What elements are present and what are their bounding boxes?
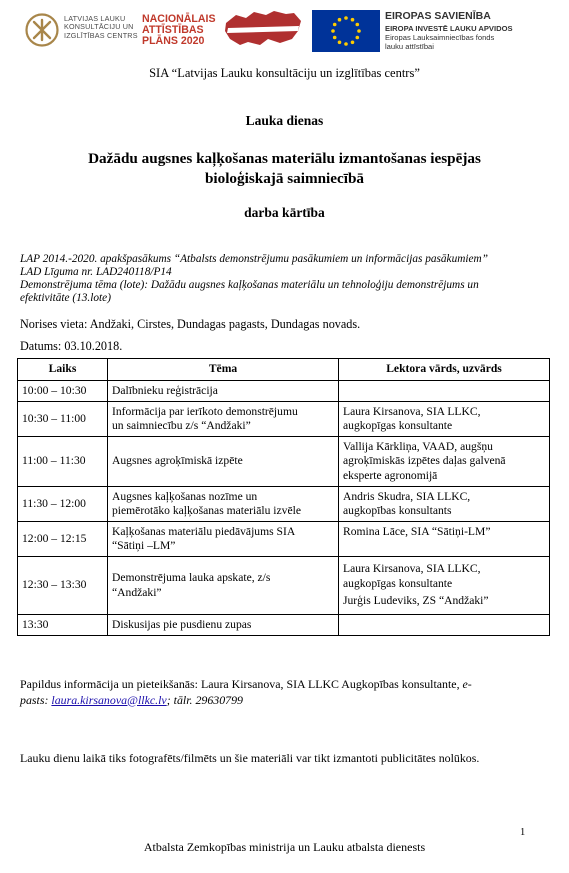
- row-topic: [108, 522, 339, 557]
- topic-line: piemērotāko kaļķošanas materiālu izvēle: [112, 504, 301, 517]
- row-lecturer: [339, 557, 550, 615]
- nap-line-3: PLĀNS 2020: [142, 35, 205, 47]
- agenda-table: [17, 358, 550, 636]
- row-time: 12:30 – 13:30: [18, 557, 108, 615]
- topic-line: Kaļķošanas materiālu piedāvājums SIA: [112, 524, 296, 538]
- venue: Norises vieta: Andžaki, Cirstes, Dundagas pagasts, Dundagas novads.: [20, 317, 361, 331]
- topic-line: Demonstrējuma lauka apskate, z/s: [112, 571, 271, 584]
- eu-title: EIROPAS SAVIENĪBA: [385, 10, 491, 22]
- row-time: 10:00 – 10:30: [18, 381, 108, 402]
- nap-line-2: ATTĪSTĪBAS: [142, 24, 204, 36]
- row-lecturer: [339, 487, 550, 522]
- nap-logo-text: [142, 14, 216, 47]
- topic-line: “Andžaki”: [112, 585, 162, 599]
- lecturer-line: Laura Kirsanova, SIA LLKC,: [343, 404, 481, 418]
- project-line-4: efektivitāte (13.lote): [20, 292, 111, 304]
- row-lecturer: [339, 381, 550, 402]
- eu-line-3: lauku attīstībai: [385, 42, 434, 51]
- table-row: [18, 381, 550, 402]
- lecturer-line: augkopīgas konsultante: [343, 576, 453, 590]
- header-lecturer: Lektora vārds, uzvārds: [339, 359, 550, 381]
- lecturer-line: Jurģis Ludeviks, ZS “Andžaki”: [343, 594, 489, 608]
- eu-flag-icon: [312, 10, 380, 52]
- lecturer-line: Vallija Kārkliņa, VAAD, augšņu: [343, 439, 493, 453]
- lecturer-line: eksperte agronomijā: [343, 468, 438, 482]
- project-line-3: Demonstrējuma tēma (lote): Dažādu augsnes kaļķošanas materiālu un tehnoloģiju demonstrējums un: [20, 279, 479, 291]
- table-row: [18, 437, 550, 487]
- topic-line: un saimniecību z/s “Andžaki”: [112, 419, 251, 432]
- row-time: 11:30 – 12:00: [18, 487, 108, 522]
- llkc-line-1: LATVIJAS LAUKU: [64, 14, 126, 23]
- table-row: [18, 615, 550, 636]
- organization-line: SIA “Latvijas Lauku konsultāciju un izglītības centrs”: [149, 66, 420, 80]
- eu-line-1: EIROPA INVESTĒ LAUKU APVIDOS: [385, 24, 513, 33]
- lecturer-line: augkopīgas konsultante: [343, 419, 453, 432]
- table-header-row: [18, 359, 550, 381]
- row-lecturer: [339, 402, 550, 437]
- lecturer-line: augkopības konsultants: [343, 504, 452, 517]
- eu-logo-text: [385, 10, 513, 51]
- subtitle: darba kārtība: [244, 205, 325, 220]
- topic-line: Dalībnieku reģistrācija: [112, 383, 218, 397]
- footer-text: Atbalsta Zemkopības ministrija un Lauku atbalsta dienests: [143, 840, 426, 854]
- email-link[interactable]: laura.kirsanova@llkc.lv: [51, 692, 167, 707]
- row-lecturer: [339, 615, 550, 636]
- lecturer-line: agroķīmiskās izpētes daļas galvenā: [343, 454, 506, 468]
- email-label-part2: pasts:: [20, 692, 49, 707]
- email-label-part1: e-: [462, 677, 472, 691]
- photo-notice: Lauku dienu laikā tiks fotografēts/filmēts un šie materiāli var tikt izmantoti publicitātes nolūkos.: [20, 751, 480, 765]
- eu-line-2: Eiropas Lauksaimniecības fonds: [385, 33, 495, 42]
- row-lecturer: [339, 437, 550, 487]
- table-row: [18, 557, 550, 615]
- lecturer-line: Andris Skudra, SIA LLKC,: [343, 489, 471, 503]
- contact-info: [20, 677, 548, 708]
- main-title-line-1: Dažādu augsnes kaļķošanas materiālu izmantošanas iespējas: [88, 150, 481, 167]
- row-time: 10:30 – 11:00: [18, 402, 108, 437]
- llkc-emblem-icon: [24, 12, 60, 48]
- project-line-2: LAD Līguma nr. LAD240118/P14: [20, 266, 172, 278]
- header-time: Laiks: [18, 359, 108, 381]
- row-lecturer: [339, 522, 550, 557]
- date: Datums: 03.10.2018.: [20, 339, 123, 353]
- row-topic: [108, 381, 339, 402]
- topic-line: Augsnes kaļķošanas nozīme un: [112, 489, 258, 503]
- row-time: 13:30: [18, 615, 108, 636]
- main-title-line-2: bioloģiskajā saimniecībā: [204, 170, 365, 187]
- document-title: Lauka dienas: [245, 113, 324, 128]
- main-title: [0, 149, 569, 189]
- row-topic: [108, 615, 339, 636]
- header-topic: Tēma: [108, 359, 339, 381]
- row-time: 11:00 – 11:30: [18, 437, 108, 487]
- row-time: 12:00 – 12:15: [18, 522, 108, 557]
- topic-line: Informācija par ierīkoto demonstrējumu: [112, 404, 298, 418]
- topic-line: Diskusijas pie pusdienu zupas: [112, 617, 252, 631]
- latvia-map-icon: [222, 9, 304, 49]
- row-topic: [108, 437, 339, 487]
- nap-line-1: NACIONĀLAIS: [142, 13, 216, 25]
- contact-text: Papildus informācija un pieteikšanās: Laura Kirsanova, SIA LLKC Augkopības konsultante,: [20, 677, 460, 691]
- table-row: [18, 487, 550, 522]
- table-row: [18, 402, 550, 437]
- project-line-1: LAP 2014.-2020. apakšpasākums “Atbalsts demonstrējumu pasākumiem un informācijas pasākumiem”: [20, 253, 488, 265]
- phone-text: ; tālr. 29630799: [166, 692, 244, 707]
- llkc-logo: [24, 12, 136, 52]
- table-row: [18, 522, 550, 557]
- topic-line: “Sātiņi –LM”: [112, 539, 176, 552]
- llkc-line-2: KONSULTĀCIJU UN: [64, 22, 134, 32]
- page-number: 1: [520, 827, 526, 838]
- row-topic: [108, 557, 339, 615]
- llkc-line-3: IZGLĪTĪBAS CENTRS: [64, 30, 138, 40]
- topic-line: Augsnes agroķīmiskā izpēte: [112, 454, 243, 468]
- row-topic: [108, 487, 339, 522]
- row-topic: [108, 402, 339, 437]
- lecturer-line: Romina Lāce, SIA “Sātiņi-LM”: [343, 525, 491, 538]
- lecturer-line: Laura Kirsanova, SIA LLKC,: [343, 562, 481, 576]
- project-info: [20, 253, 488, 305]
